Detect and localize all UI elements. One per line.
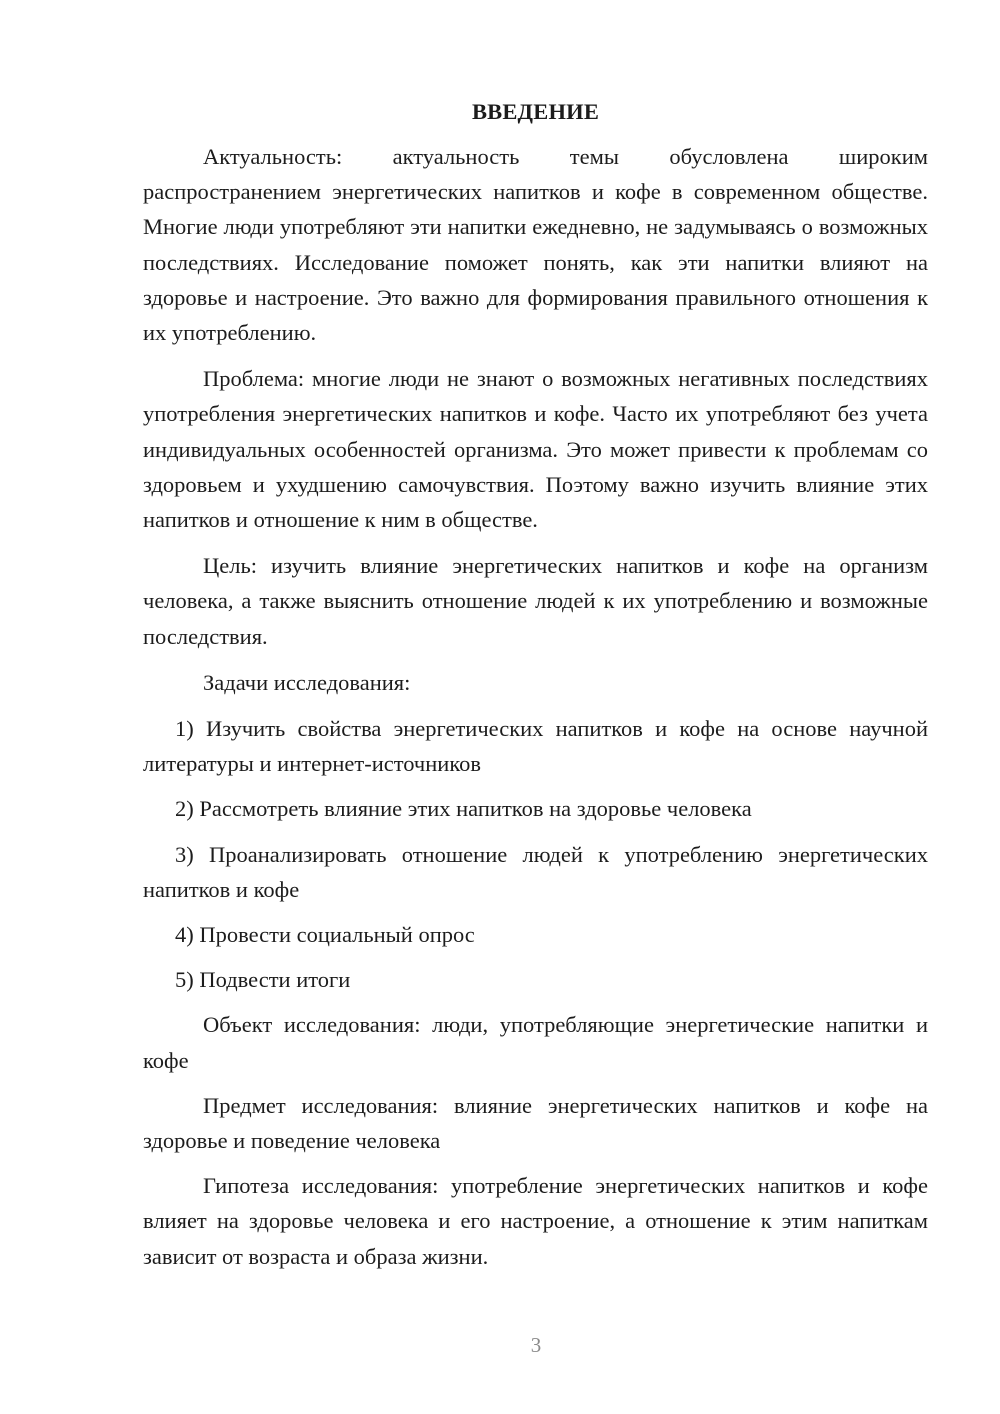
object-paragraph: Объект исследования: люди, употребляющие энергетические напитки и кофе xyxy=(143,1012,928,1073)
page-body xyxy=(143,94,928,1274)
problem-paragraph: Проблема: многие люди не знают о возможных негативных последствиях употребления энергетических напитков и кофе. Часто их употребляют без учета индивидуальных особенностей организма. Это может привести к проблемам со здоровьем и ухудшению самочувствия. Поэтому важно изучить влияние этих напитков и отношение к ним в обществе. xyxy=(143,366,928,533)
subject-paragraph: Предмет исследования: влияние энергетических напитков и кофе на здоровье и поведение человека xyxy=(143,1092,928,1154)
relevance-paragraph: Актуальность: актуальность темы обусловлена широким распространением энергетических напитков и кофе в современном обществе. Многие люди употребляют эти напитки ежедневно, не задумываясь о возможных последствиях. Исследование поможет понять, как эти напитки влияют на здоровье и настроение. Это важно для формирования правильного отношения к их употреблению. xyxy=(143,144,928,346)
task-item-2: 2) Рассмотреть влияние этих напитков на здоровье человека xyxy=(175,796,752,822)
task-item-4: 4) Провести социальный опрос xyxy=(175,922,475,948)
goal-paragraph: Цель: изучить влияние энергетических напитков и кофе на организм человека, а также выяснить отношение людей к их употреблению и возможные последствия. xyxy=(143,553,928,649)
page-number: 3 xyxy=(530,1333,542,1357)
task-item-5: 5) Подвести итоги xyxy=(175,967,351,993)
tasks-heading: Задачи исследования: xyxy=(203,669,411,695)
task-item-1: 1) Изучить свойства энергетических напитков и кофе на основе научной литературы и интернет-источников xyxy=(143,716,928,777)
task-item-3: 3) Проанализировать отношение людей к употреблению энергетических напитков и кофе xyxy=(143,841,928,902)
hypothesis-paragraph: Гипотеза исследования: употребление энергетических напитков и кофе влияет на здоровье человека и его настроение, а отношение к этим напиткам зависит от возраста и образа жизни. xyxy=(143,1173,928,1269)
page-title: ВВЕДЕНИЕ xyxy=(471,99,600,124)
